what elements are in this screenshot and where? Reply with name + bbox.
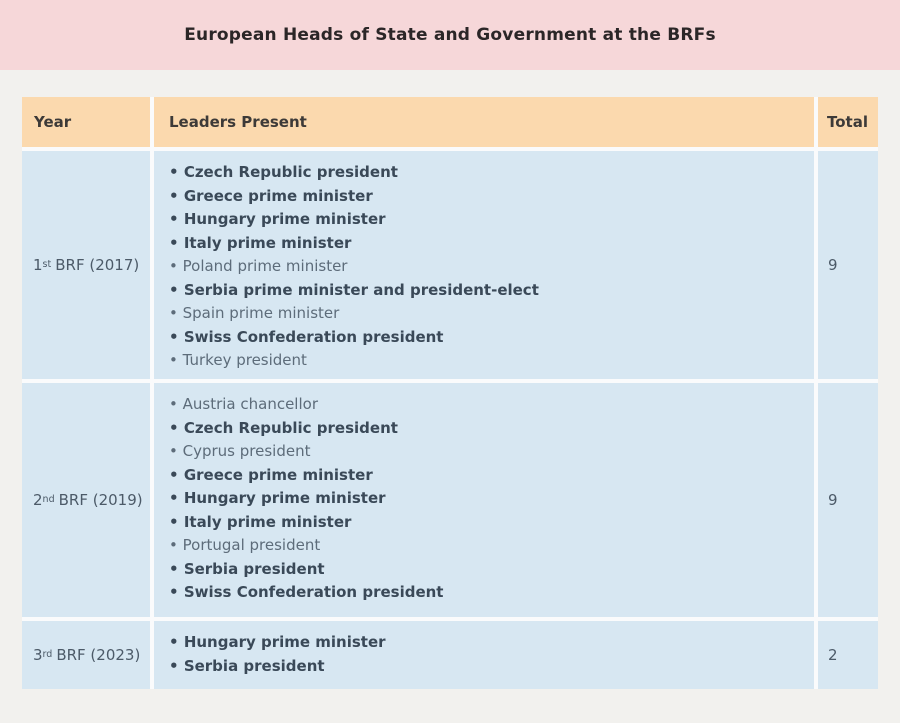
leader-item: • Greece prime minister: [169, 464, 799, 488]
leader-item: • Serbia president: [169, 655, 799, 679]
row1-year-label: BRF (2017): [55, 256, 140, 274]
row3-year-cell: [22, 621, 150, 689]
row1-year-cell: [22, 151, 150, 379]
leader-item: • Greece prime minister: [169, 185, 799, 209]
row3-total-cell: 2: [818, 621, 878, 689]
leader-item: • Czech Republic president: [169, 161, 799, 185]
row1-year-ordinal: 1: [33, 256, 43, 274]
row2-total-cell: 9: [818, 383, 878, 617]
row3-leaders-list: [169, 631, 799, 678]
leader-item: • Hungary prime minister: [169, 631, 799, 655]
leader-item: • Poland prime minister: [169, 255, 799, 279]
leader-item: • Turkey president: [169, 349, 799, 373]
leader-item: • Austria chancellor: [169, 393, 799, 417]
row2-leaders-cell: [154, 383, 814, 617]
leader-item: • Italy prime minister: [169, 511, 799, 535]
page-title: European Heads of State and Government at the BRFs: [184, 25, 716, 45]
row1-total-cell: 9: [818, 151, 878, 379]
row2-year-cell: [22, 383, 150, 617]
leader-item: • Hungary prime minister: [169, 208, 799, 232]
column-header-year: Year: [22, 97, 150, 147]
table-area: [0, 97, 900, 689]
row3-year-ordinal-suffix: rd: [42, 649, 53, 661]
leader-item: • Serbia president: [169, 558, 799, 582]
leader-item: • Hungary prime minister: [169, 487, 799, 511]
row2-leaders-list: [169, 393, 799, 605]
row1-leaders-cell: [154, 151, 814, 379]
leader-item: • Swiss Confederation president: [169, 326, 799, 350]
column-header-total: Total: [818, 97, 878, 147]
row2-year-ordinal-suffix: nd: [42, 494, 55, 506]
leader-item: • Portugal president: [169, 534, 799, 558]
column-header-leaders: Leaders Present: [154, 97, 814, 147]
leader-item: • Serbia prime minister and president-elect: [169, 279, 799, 303]
leader-item: • Italy prime minister: [169, 232, 799, 256]
leader-item: • Czech Republic president: [169, 417, 799, 441]
title-banner: [0, 0, 900, 70]
row3-leaders-cell: [154, 621, 814, 689]
row1-year-ordinal-suffix: st: [42, 259, 52, 271]
row3-year-ordinal: 3: [33, 646, 43, 664]
row1-leaders-list: [169, 161, 799, 373]
leader-item: • Spain prime minister: [169, 302, 799, 326]
leader-item: • Swiss Confederation president: [169, 581, 799, 605]
row3-year-label: BRF (2023): [56, 646, 141, 664]
brf-leaders-table: [22, 97, 878, 689]
row2-year-label: BRF (2019): [58, 491, 143, 509]
row2-year-ordinal: 2: [33, 491, 43, 509]
leader-item: • Cyprus president: [169, 440, 799, 464]
